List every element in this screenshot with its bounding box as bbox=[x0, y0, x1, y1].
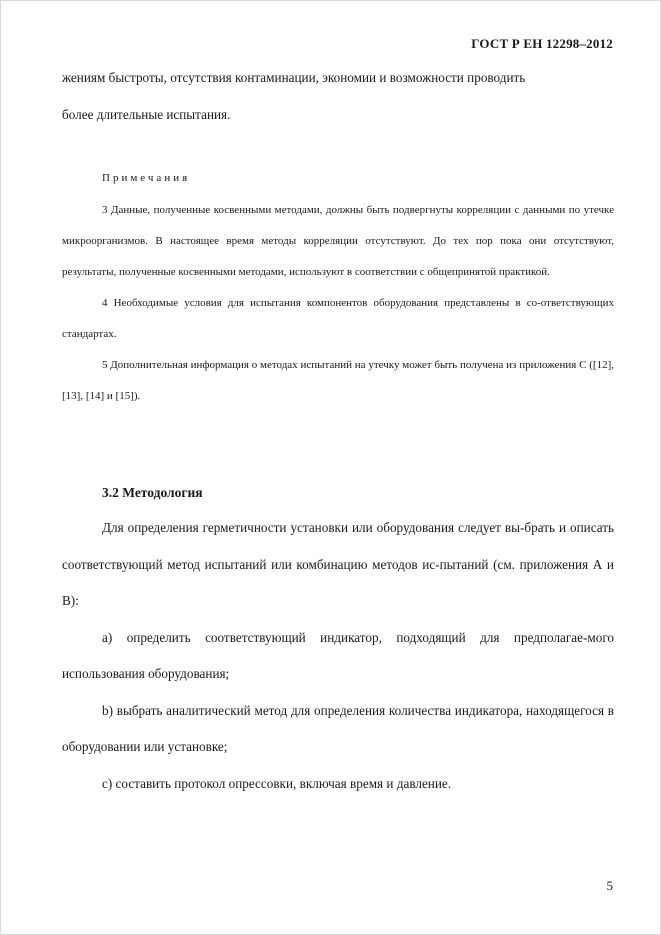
notes-list bbox=[62, 195, 614, 412]
section-heading: 3.2 Методология bbox=[102, 485, 203, 500]
intro-text bbox=[62, 59, 614, 133]
note-item-4: 4 Необходимые условия для испытания компонентов оборудования представлены в со-ответствующих стандартах. bbox=[62, 297, 614, 340]
intro-line-2: более длительные испытания. bbox=[62, 107, 231, 122]
section-paragraph: Для определения герметичности установки или оборудования следует вы-брать и описать соответствующий метод испытаний или комбинацию методов ис-пытаний (см. приложения А и В): bbox=[62, 520, 614, 608]
section-item-a: a) определить соответствующий индикатор, подходящий для предполагае-мого использования оборудования; bbox=[62, 629, 614, 681]
section-item-c: c) составить протокол опрессовки, включая время и давление. bbox=[102, 775, 452, 791]
page-number: 5 bbox=[606, 878, 613, 893]
note-item-3: 3 Данные, полученные косвенными методами, должны быть подвергнуты корреляции с данными по утечке микроорганизмов. В настоящее время методы корреляции отсутствуют. До тех пор пока они отсутствуют, результаты, полученные косвенными методами, используют в соответствии с общепринятой практикой. bbox=[62, 204, 614, 278]
notes-title: Примечания bbox=[102, 172, 191, 184]
intro-line-1: жениям быстроты, отсутствия контаминации, экономии и возможности проводить bbox=[62, 70, 526, 85]
section-body bbox=[62, 510, 614, 802]
note-item-5: 5 Дополнительная информация о методах испытаний на утечку может быть получена из приложения С ([12], [13], [14] и [15]). bbox=[62, 359, 614, 402]
section-item-b: b) выбрать аналитический метод для определения количества индикатора, находящегося в оборудовании или установке; bbox=[62, 702, 614, 754]
document-standard-header: ГОСТ Р ЕН 12298–2012 bbox=[471, 36, 613, 51]
